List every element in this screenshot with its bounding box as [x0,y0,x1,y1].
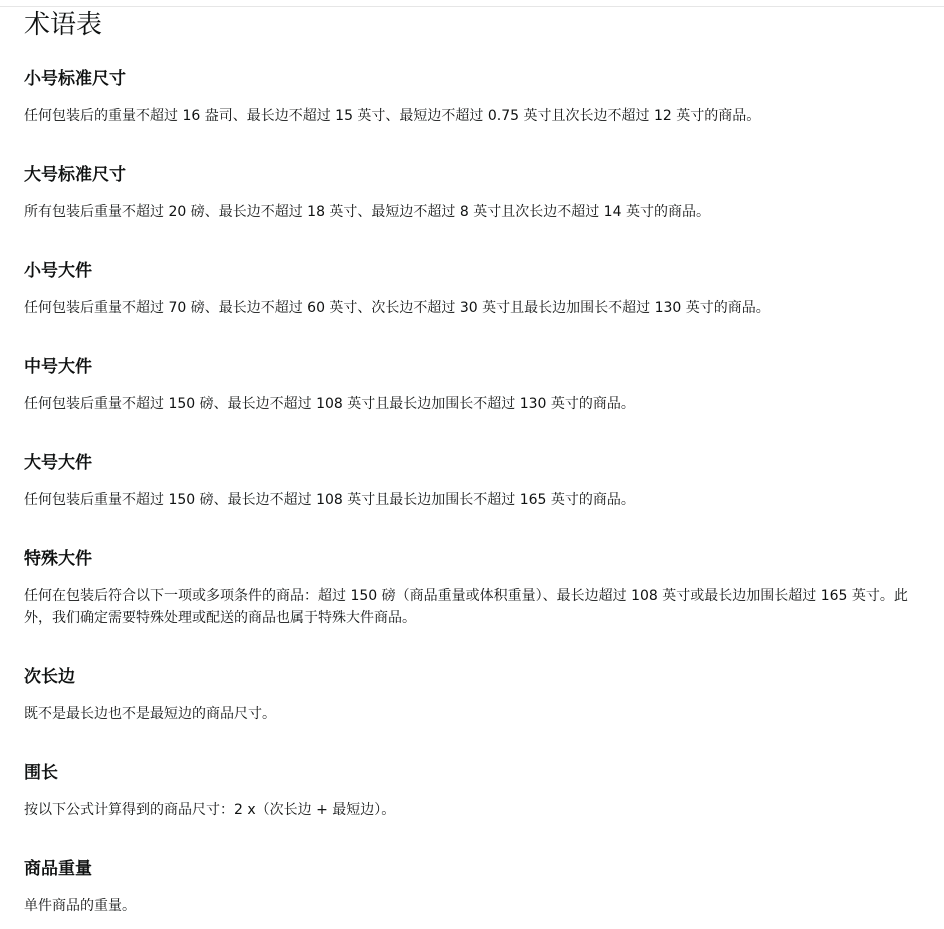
glossary-content [24,8,924,917]
term-median-side [24,666,924,725]
term-title: 特殊大件 [24,549,92,569]
term-medium-oversize [24,356,924,415]
term-unit-weight [24,858,924,917]
top-divider [0,6,944,7]
term-title: 围长 [24,763,58,783]
term-description: 任何包装后重量不超过 150 磅、最长边不超过 108 英寸且最长边加围长不超过 165 英寸的商品。 [24,492,635,508]
term-large-oversize [24,452,924,511]
term-title: 小号标准尺寸 [24,69,126,89]
term-description: 任何包装后重量不超过 150 磅、最长边不超过 108 英寸且最长边加围长不超过 130 英寸的商品。 [24,396,635,412]
term-special-oversize [24,548,924,629]
term-small-standard [24,68,924,127]
term-description: 按以下公式计算得到的商品尺寸：2 x（次长边 + 最短边）。 [24,802,396,818]
term-large-standard [24,164,924,223]
term-description: 所有包装后重量不超过 20 磅、最长边不超过 18 英寸、最短边不超过 8 英寸且次长边不超过 14 英寸的商品。 [24,204,710,220]
term-description: 单件商品的重量。 [24,898,136,914]
term-description: 任何在包装后符合以下一项或多项条件的商品：超过 150 磅（商品重量或体积重量）、最长边超过 108 英寸或最长边加围长超过 165 英寸。此外，我们确定需要特殊处理或配送的商品也属于特殊大件商品。 [24,588,908,626]
term-title: 小号大件 [24,261,92,281]
term-description: 任何包装后的重量不超过 16 盎司、最长边不超过 15 英寸、最短边不超过 0.75 英寸且次长边不超过 12 英寸的商品。 [24,108,761,124]
term-title: 大号大件 [24,453,92,473]
term-title: 商品重量 [24,859,92,879]
term-girth [24,762,924,821]
term-description: 任何包装后重量不超过 70 磅、最长边不超过 60 英寸、次长边不超过 30 英寸且最长边加围长不超过 130 英寸的商品。 [24,300,770,316]
term-title: 次长边 [24,667,75,687]
page-title: 术语表 [24,10,103,40]
term-title: 大号标准尺寸 [24,165,126,185]
term-description: 既不是最长边也不是最短边的商品尺寸。 [24,706,276,722]
term-small-oversize [24,260,924,319]
term-title: 中号大件 [24,357,92,377]
